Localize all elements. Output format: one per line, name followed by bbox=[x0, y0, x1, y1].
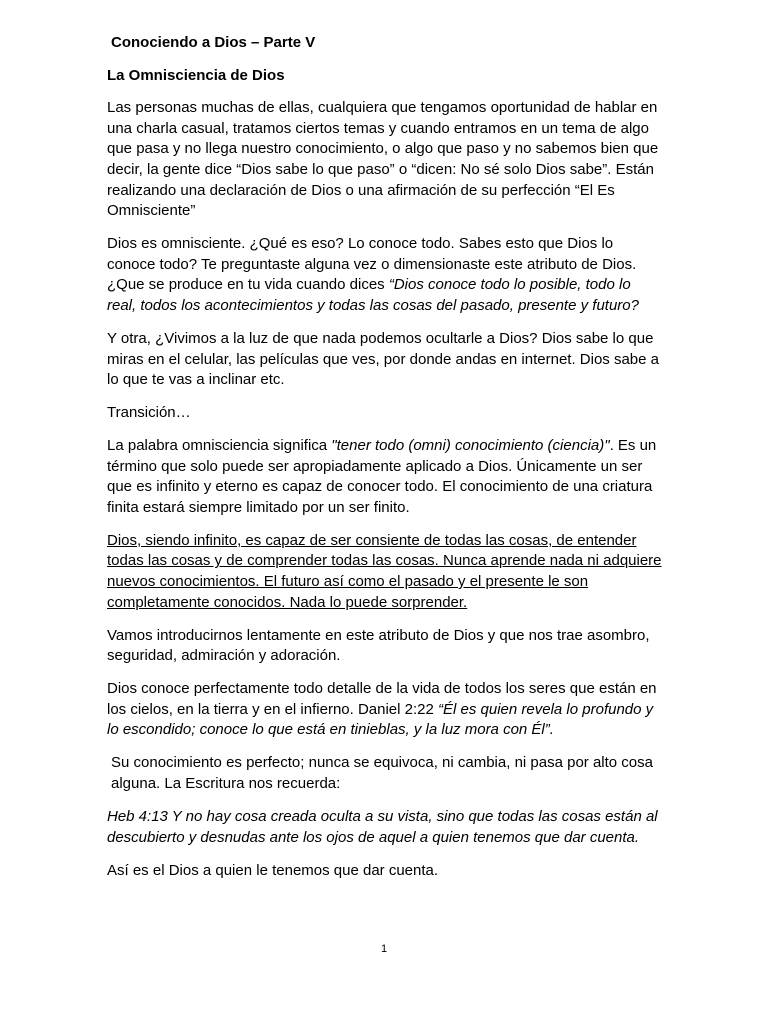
paragraph-7: Vamos introducirnos lentamente en este atributo de Dios y que nos trae asombro, seguridad, admiración y adoración. bbox=[107, 626, 650, 665]
paragraph-5 bbox=[107, 436, 662, 518]
paragraph-5-text-a: La palabra omnisciencia significa bbox=[107, 437, 332, 455]
document-page bbox=[107, 33, 662, 893]
paragraph-5-text-b: . Es un término que solo puede ser apropiadamente aplicado a Dios. Únicamente un ser que es infinito y eterno es capaz de conocer todo. El conocimiento de una criatura finita estará siempre limitado por un ser finito. bbox=[107, 437, 657, 516]
paragraph-2-text: Dios es omnisciente. ¿Qué es eso? Lo conoce todo. Sabes esto que Dios lo conoce todo? Te preguntaste alguna vez o dimensionaste este atributo de Dios. ¿Que se produce en tu vida cuando dices bbox=[107, 235, 637, 294]
paragraph-11: Así es el Dios a quien le tenemos que dar cuenta. bbox=[107, 861, 439, 879]
paragraph-10-verse: Heb 4:13 Y no hay cosa creada oculta a su vista, sino que todas las cosas están al descubierto y desnudas ante los ojos de aquel a quien tenemos que dar cuenta. bbox=[107, 807, 658, 846]
paragraph-1: Las personas muchas de ellas, cualquiera que tengamos oportunidad de hablar en una charla casual, tratamos ciertos temas y cuando entramos en un tema de algo que pasa y no llega nuestro conocimiento, o algo que paso y no sabemos bien que decir, la gente dice “Dios sabe lo que paso” o “dicen: No sé solo Dios sabe”. Están realizando una declaración de Dios o una afirmación de su perfección “El Es Omnisciente” bbox=[107, 99, 659, 220]
paragraph-9: Su conocimiento es perfecto; nunca se equivoca, ni cambia, ni pasa por alto cosa alguna. La Escritura nos recuerda: bbox=[111, 754, 653, 792]
paragraph-6-underlined: Dios, siendo infinito, es capaz de ser consiente de todas las cosas, de entender todas las cosas y de comprender todas las cosas. Nunca aprende nada ni adquiere nuevos conocimientos. El futuro así como el pasado y el presente le son completamente conocidos. Nada lo puede sorprender. bbox=[107, 531, 662, 611]
paragraph-5-definition: "tener todo (omni) conocimiento (ciencia)" bbox=[331, 437, 610, 455]
page-number: 1 bbox=[380, 943, 388, 955]
document-title: Conociendo a Dios – Parte V bbox=[111, 34, 316, 51]
paragraph-3: Y otra, ¿Vivimos a la luz de que nada podemos ocultarle a Dios? Dios sabe lo que miras en el celular, las películas que ves, por donde andas en internet. Dios sabe a lo que te vas a inclinar etc. bbox=[107, 329, 659, 389]
paragraph-8-quote: “Él es quien revela lo profundo y lo escondido; conoce lo que está en tinieblas, y la luz mora con Él”. bbox=[107, 700, 654, 739]
document-subtitle: La Omnisciencia de Dios bbox=[107, 66, 285, 84]
paragraph-4: Transición… bbox=[107, 404, 191, 422]
paragraph-8 bbox=[107, 679, 662, 741]
paragraph-2-quote: “Dios conoce todo lo posible, todo lo real, todos los acontecimientos y todas las cosas del pasado, presente y futuro? bbox=[107, 276, 639, 314]
paragraph-2 bbox=[107, 234, 662, 316]
paragraph-8-text: Dios conoce perfectamente todo detalle de la vida de todos los seres que están en los cielos, en la tierra y en el infierno. Daniel 2:22 bbox=[107, 680, 657, 718]
